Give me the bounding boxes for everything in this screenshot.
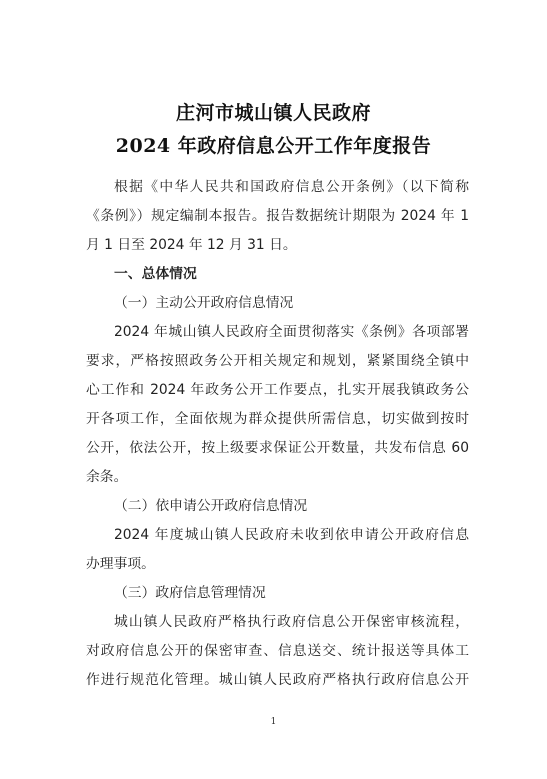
paragraph-line: 心工作和 2024 年政务公开工作要点，扎实开展我镇政务公 [86,382,469,398]
paragraph-line: 2024 年度城山镇人民政府未收到依申请公开政府信息 [114,527,469,543]
page-number: 1 [270,717,277,727]
paragraph-line: 要求，严格按照政务公开相关规定和规划，紧紧围绕全镇中 [86,353,469,369]
section-heading: 一、总体情况 [114,266,197,282]
paragraph-line: 余条。 [86,469,128,485]
paragraph-line: 城山镇人民政府严格执行政府信息公开保密审核流程， [114,614,469,630]
report-title-line-2: 2024 年政府信息公开工作年度报告 [115,135,432,157]
paragraph-line: 办理事项。 [86,556,155,572]
report-title-line-1: 庄河市城山镇人民政府 [175,102,371,124]
paragraph-line: 根据《中华人民共和国政府信息公开条例》（以下简称 [114,179,469,195]
paragraph-line: 公开，依法公开，按上级要求保证公开数量，共发布信息 60 [86,440,469,456]
paragraph-line: 《条例》）规定编制本报告。报告数据统计期限为 2024 年 1 [86,208,469,224]
paragraph-line: 月 1 日至 2024 年 12 月 31 日。 [86,237,297,253]
paragraph-line: 对政府信息公开的保密审查、信息送交、统计报送等具体工 [86,643,469,659]
subsection-heading: （三）政府信息管理情况 [114,585,266,601]
subsection-heading: （一）主动公开政府信息情况 [114,295,294,311]
subsection-heading: （二）依申请公开政府信息情况 [114,498,308,514]
paragraph-line: 作进行规范化管理。城山镇人民政府严格执行政府信息公开 [86,672,469,688]
paragraph-line: 2024 年城山镇人民政府全面贯彻落实《条例》各项部署 [114,324,469,340]
paragraph-line: 开各项工作，全面依规为群众提供所需信息，切实做到按时 [86,411,469,427]
